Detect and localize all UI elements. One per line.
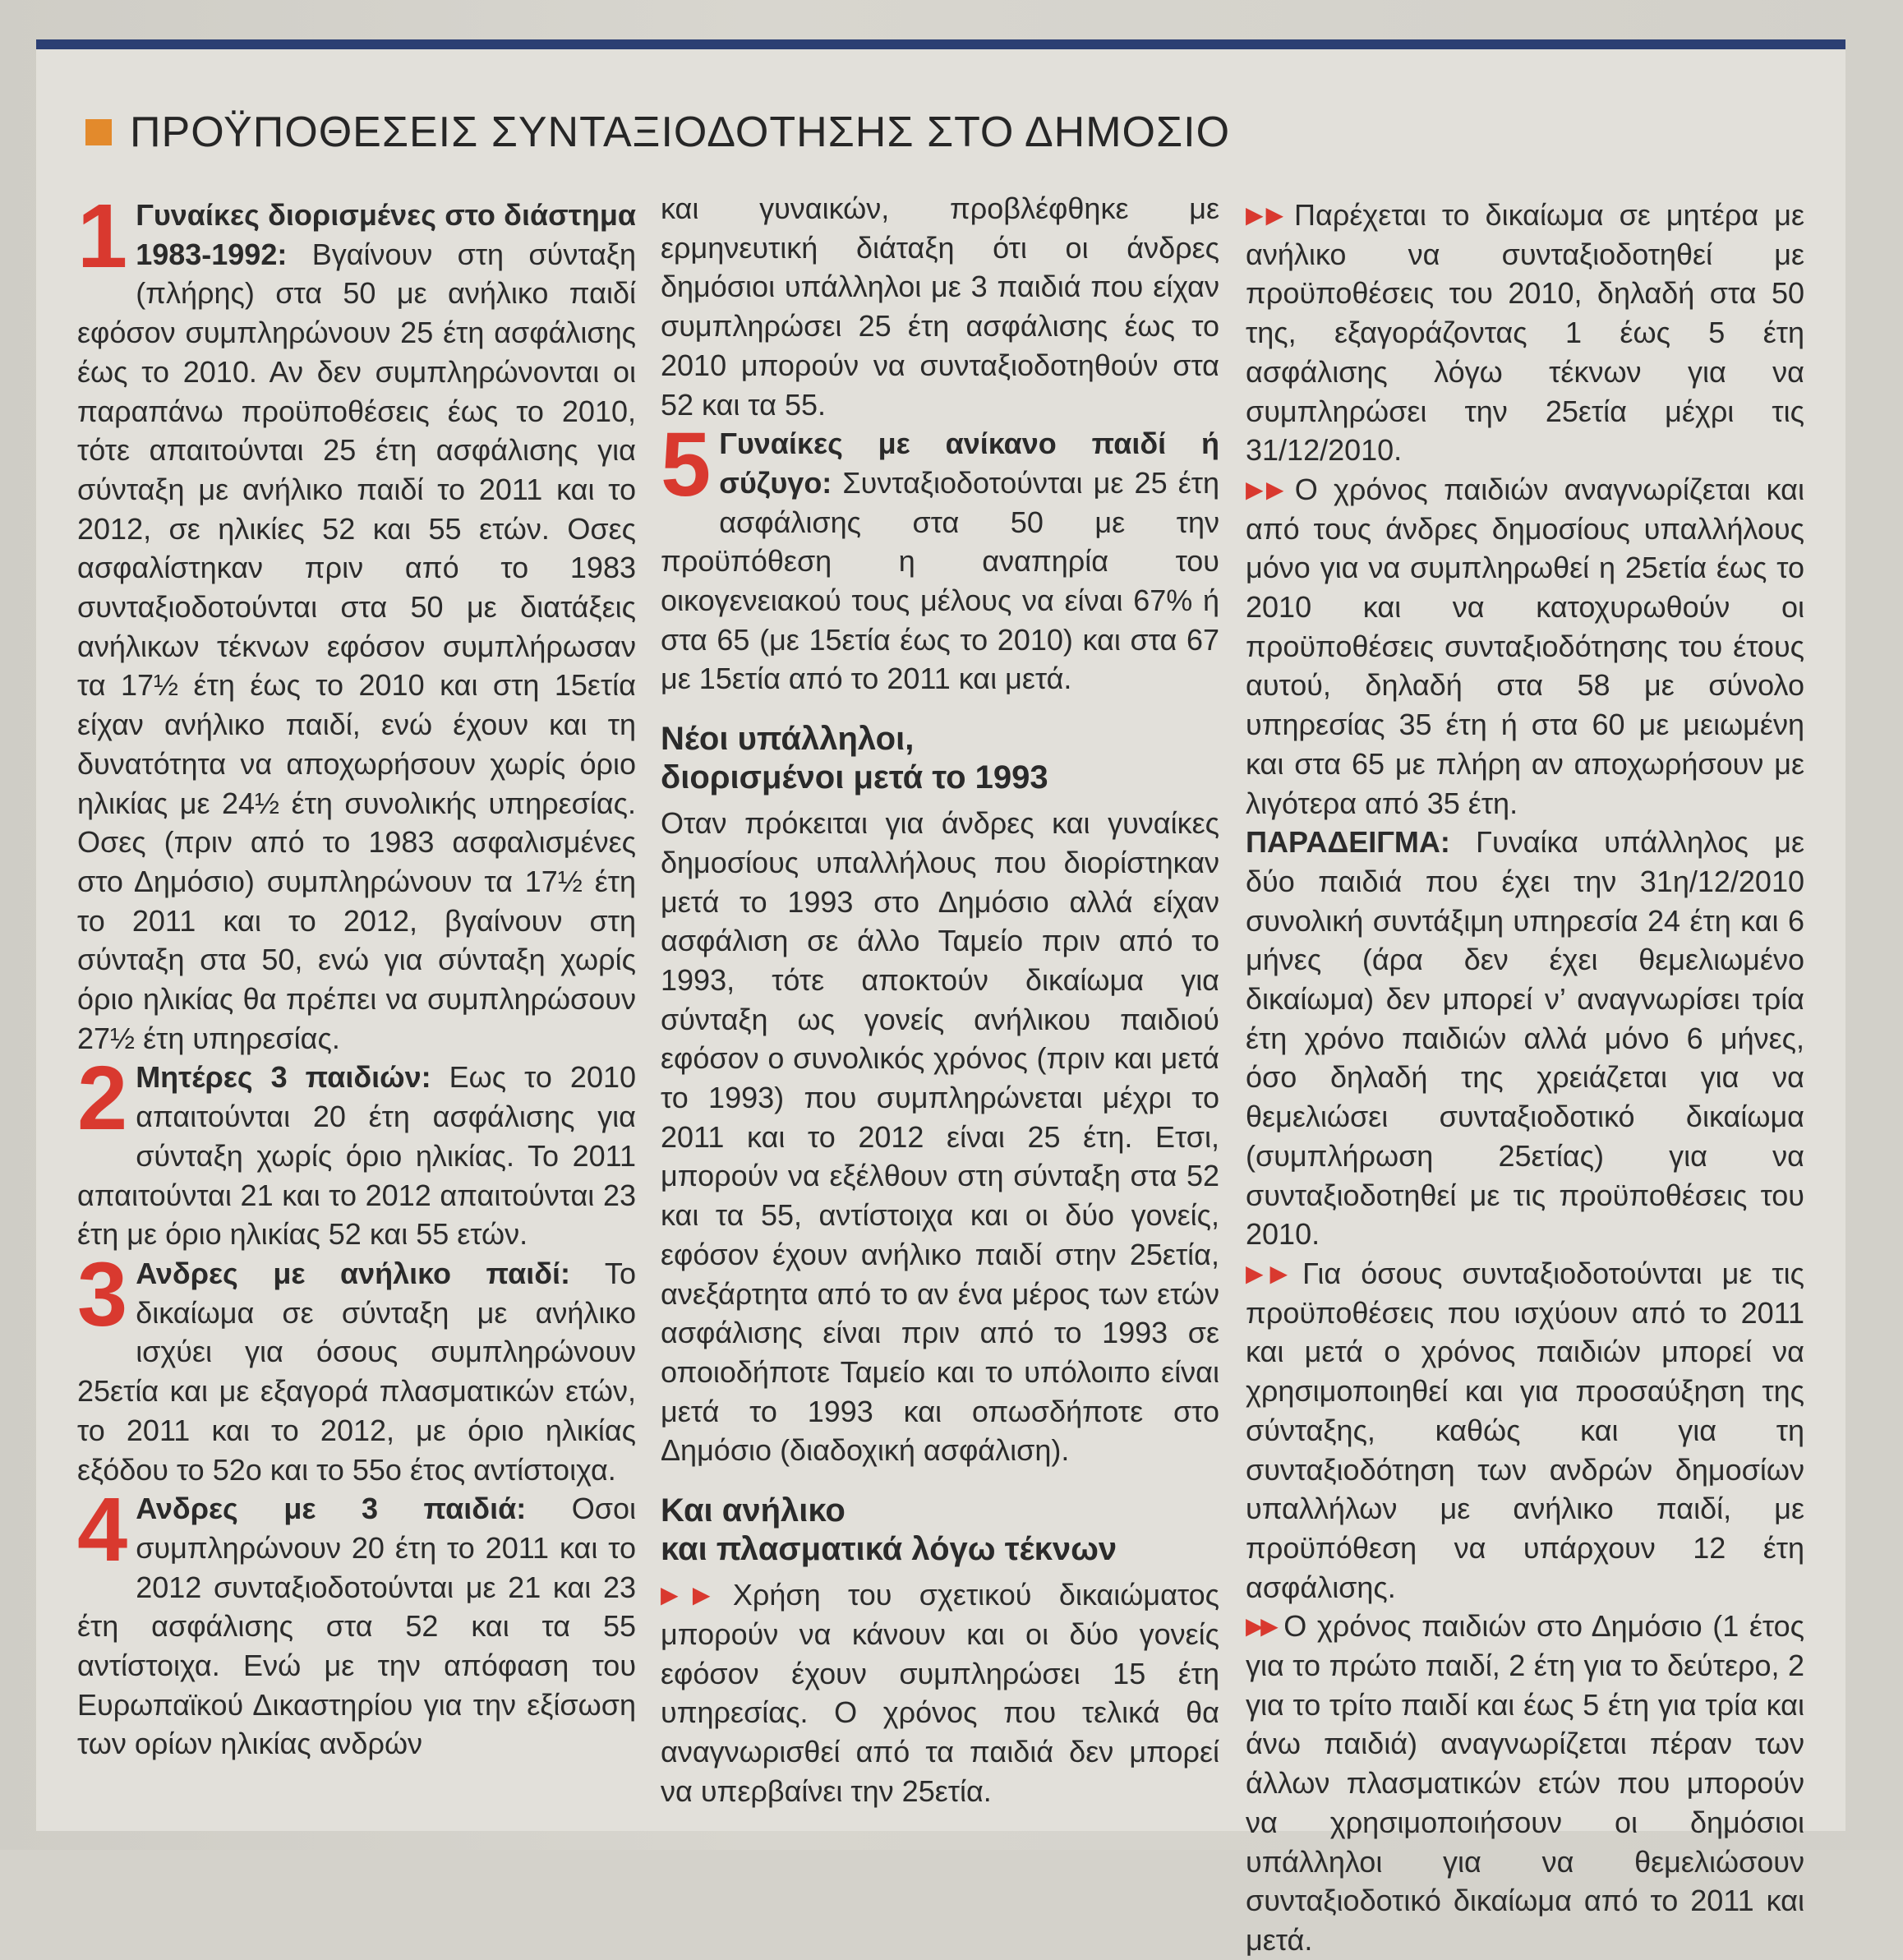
example-label: ΠΑΡΑΔΕΙΓΜΑ: xyxy=(1246,825,1450,860)
double-arrow-icon: ▶▶ xyxy=(1246,202,1287,228)
bullet-point: ▶▶ Ο χρόνος παιδιών στο Δημόσιο (1 έτος για το πρώτο παιδί, 2 έτη για το δεύτερο, 2 για το τρίτο παιδί και έως 5 έτη για τρία και άνω παιδιά) αναγνωρίζεται πέραν των άλλων πλασματικών ετών που μπορούν να χρησιμοποιήσουν οι δημόσιοι υπάλληλοι για να θεμελιώσουν συνταξιοδοτικό δικαίωμα από το 2011 και μετά. xyxy=(1246,1609,1804,1957)
subheading-new-employees: Νέοι υπάλληλοι, διορισμένοι μετά το 1993 xyxy=(661,721,1048,796)
bullet-point: ▶▶ Για όσους συνταξιοδοτούνται με τις προϋποθέσεις που ισχύουν από το 2011 και μετά ο χρόνος παιδιών μπορεί να χρησιμοποιηθεί και για προσαύξηση της σύνταξης, καθώς και για τη συνταξιοδότηση των ανδρών δημοσίων υπαλλήλων με ανήλικο παιδί, με προϋπόθεση να υπάρχουν 12 έτη ασφάλισης. xyxy=(1246,1256,1804,1604)
column-3 xyxy=(1246,196,1804,1960)
item-1 xyxy=(77,186,636,1058)
top-rule xyxy=(36,39,1845,49)
item-number: 4 xyxy=(77,1479,128,1581)
item-text: Εως το 2010 απαιτούνται 20 έτη ασφάλισης για σύνταξη χωρίς όριο ηλικίας. Το 2011 απαιτούνται 21 και το 2012 απαιτούνται 23 έτη με όριο ηλικίας 52 και 55 ετών. xyxy=(77,1060,637,1252)
column-2 xyxy=(661,189,1219,1810)
item-4-continuation: και γυναικών, προβλέφθηκε με ερμηνευτική διάταξη ότι οι άνδρες δημόσιοι υπάλληλοι με 3 παιδιά που είχαν συμπληρώσει 25 έτη ασφάλισης έως το 2010 μπορούν να συνταξιοδοτηθούν στα 52 και τα 55. xyxy=(661,191,1219,422)
item-text: Συνταξιοδοτούνται με 25 έτη ασφάλισης στα 50 με την προϋπόθεση η αναπηρία του οικογενειακού τους μέλους να είναι 67% ή στα 65 (με 15ετία έως το 2010) και στα 67 με 15ετία από το 2011 και μετά. xyxy=(661,465,1219,696)
item-number: 2 xyxy=(77,1048,128,1150)
item-5 xyxy=(661,414,1219,699)
double-arrow-icon: ▶▶ xyxy=(1246,476,1287,502)
subheading-minor-and-fictitious: Και ανήλικο και πλασματικά λόγω τέκνων xyxy=(661,1492,1117,1568)
article-box xyxy=(36,39,1845,1957)
example-paragraph: ΠΑΡΑΔΕΙΓΜΑ: Γυναίκα υπάλληλος με δύο παιδιά που έχει την 31η/12/2010 συνολική συντάξιμη υπηρεσία 24 έτη και 6 μήνες (άρα δεν έχει θεμελιωμένο δικαίωμα) δεν μπορεί ν’ αναγνωρίσει τρία έτη χρόνο παιδιών αλλά μόνο 6 μήνες, όσο δηλαδή της χρειάζεται για να θεμελιώσει συνταξιοδοτικό δικαίωμα (συμπλήρωση 25ετίας) για να συνταξιοδοτηθεί με τις προϋποθέσεις του 2010. xyxy=(1246,825,1804,1252)
paragraph-new-employees: Οταν πρόκειται για άνδρες και γυναίκες δημοσίους υπαλλήλους που διορίστηκαν μετά το 1993 στο Δημόσιο αλλά είχαν ασφάλιση σε άλλο Ταμείο πριν από το 1993, τότε αποκτούν δικαίωμα για σύνταξη ως γονείς ανήλικου παιδιού εφόσον ο συνολικός χρόνος (πριν και μετά το 1993) που συμπληρώνεται μέχρι το 2011 και το 2012 είναι 25 έτη. Ετσι, μπορούν να εξέλθουν στη σύνταξη στα 52 και τα 55, αντίστοιχα και οι δύο γονείς, εφόσον έχουν ανήλικο παιδί στην 25ετία, ανεξάρτητα από το αν ένα μέρος των ετών ασφάλισης είναι πριν από το 1993 σε οποιοδήποτε Ταμείο και το υπόλοιπο είναι μετά το 1993 και οπωσδήποτε στο Δημόσιο (διαδοχική ασφάλιση). xyxy=(661,806,1219,1468)
item-lead: Ανδρες με ανήλικο παιδί: xyxy=(136,1256,571,1290)
item-3 xyxy=(77,1243,636,1489)
article-title: ΠΡΟΫΠΟΘΕΣΕΙΣ ΣΥΝΤΑΞΙΟΔΟΤΗΣΗΣ ΣΤΟ ΔΗΜΟΣΙΟ xyxy=(130,108,1231,156)
item-number: 3 xyxy=(77,1243,128,1345)
bullet-point: ▶▶ Ο χρόνος παιδιών αναγνωρίζεται και από τους άνδρες δημοσίους υπαλλήλους μόνο για να συμπληρωθεί η 25ετία έως το 2010 και να κατοχυρωθούν οι προϋποθέσεις συνταξιοδότησης του έτους αυτού, δηλαδή στα 58 με σύνολο υπηρεσίας 35 έτη ή στα 60 με μειωμένη και στα 65 με πλήρη αν αποχωρήσουν με λιγότερα από 35 έτη. xyxy=(1246,472,1804,820)
item-text: Βγαίνουν στη σύνταξη (πλήρης) στα 50 με ανήλικο παιδί εφόσον συμπληρώνουν 25 έτη ασφάλισης έως το 2010. Αν δεν συμπληρώνονται οι παραπάνω προϋποθέσεις έως το 2010, τότε απαιτούνται 25 έτη ασφάλισης για σύνταξη με ανήλικο παιδί το 2011 και το 2012, σε ηλικίες 52 και 55 ετών. Οσες ασφαλίστηκαν πριν από το 1983 συνταξιοδοτούνται στα 50 με διατάξεις ανήλικων τέκνων εφόσον συμπλήρωσαν τα 17½ έτη έως το 2010 και στη 15ετία είχαν ανήλικο παιδί, ενώ έχουν και τη δυνατότητα να αποχωρήσουν χωρίς όριο ηλικίας με 24½ έτη συνολικής υπηρεσίας. Οσες (πριν από το 1983 ασφαλισμένες στο Δημόσιο) συμπληρώνουν τα 17½ έτη το 2011 και το 2012, βγαίνουν στη σύνταξη στα 50, ενώ για σύνταξη χωρίς όριο ηλικίας θα πρέπει να συμπληρώσουν 27½ έτη υπηρεσίας. xyxy=(77,237,636,1055)
item-number: 1 xyxy=(77,186,128,287)
item-lead: Ανδρες με 3 παιδιά: xyxy=(136,1492,527,1526)
orange-square-icon xyxy=(85,119,112,145)
double-arrow-icon: ▶▶ xyxy=(661,1582,725,1608)
item-text: Το δικαίωμα σε σύνταξη με ανήλικο ισχύει για όσους συμπληρώνουν 25ετία και με εξαγορά πλασματικών ετών, το 2011 και το 2012, με όριο ηλικίας εξόδου το 52ο και το 55ο έτος αντίστοιχα. xyxy=(77,1256,636,1487)
item-lead: Γυναίκες διορισμένες στο διάστημα 1983-1992: xyxy=(136,198,636,271)
item-number: 5 xyxy=(661,414,712,516)
bullet-point: ▶▶ Παρέχεται το δικαίωμα σε μητέρα με ανήλικο να συνταξιοδοτηθεί με προϋποθέσεις του 2010, δηλαδή στα 50 της, εξαγοράζοντας 1 έως 5 έτη ασφάλισης λόγω τέκνων για να συμπληρώσει την 25ετία μέχρι τις 31/12/2010. xyxy=(1246,198,1804,468)
article-header xyxy=(85,95,1230,169)
column-1 xyxy=(77,186,637,1764)
item-text: Οσοι συμπληρώνουν 20 έτη το 2011 και το 2012 συνταξιοδοτούνται με 21 και 23 έτη ασφάλισης στα 52 και τα 55 αντίστοιχα. Ενώ με την απόφαση του Ευρωπαϊκού Δικαστηρίου για την εξίσωση των ορίων ηλικίας ανδρών xyxy=(77,1492,636,1761)
double-arrow-icon: ▶▶ xyxy=(1246,1613,1276,1639)
item-lead: Γυναίκες με ανίκανο παιδί ή σύζυγο: xyxy=(719,427,1219,500)
bullet-point: ▶▶ Χρήση του σχετικού δικαιώματος μπορούν να κάνουν και οι δύο γονείς εφόσον έχουν συμπληρώσει 15 έτη υπηρεσίας. Ο χρόνος που τελικά θα αναγνωρισθεί από τα παιδιά δεν μπορεί να υπερβαίνει την 25ετία. xyxy=(661,1578,1219,1808)
item-lead: Μητέρες 3 παιδιών: xyxy=(136,1060,431,1095)
double-arrow-icon: ▶▶ xyxy=(1246,1260,1295,1286)
item-4 xyxy=(77,1479,636,1764)
item-2 xyxy=(77,1048,637,1254)
